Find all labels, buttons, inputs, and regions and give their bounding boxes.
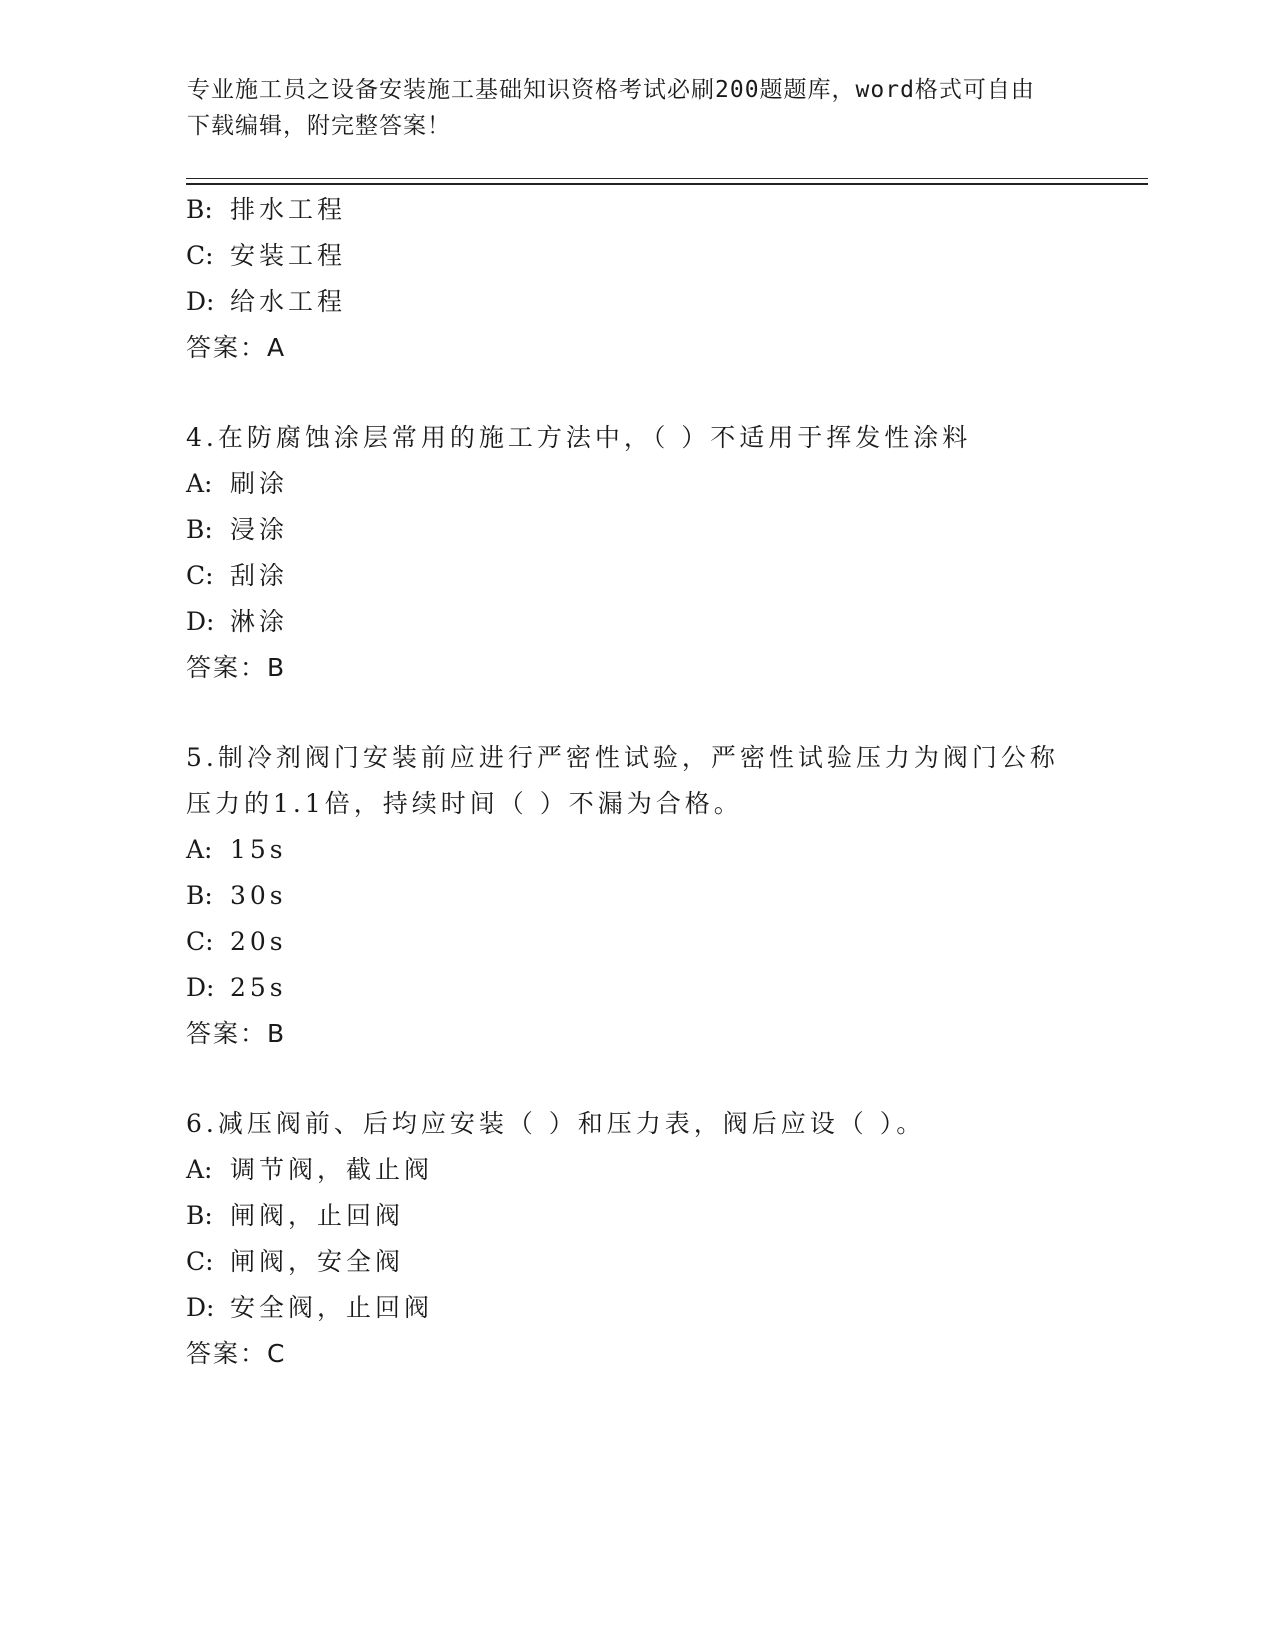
- option-a: [186, 1147, 1126, 1193]
- spacer: [186, 691, 1126, 735]
- option-text: 刮涂: [230, 561, 289, 590]
- option-text: 20s: [230, 927, 287, 956]
- question-stem-line-1: 5.制冷剂阀门安装前应进行严密性试验，严密性试验压力为阀门公称: [186, 743, 1059, 772]
- option-text: 排水工程: [230, 195, 347, 224]
- option-text: 安全阀，止回阀: [230, 1293, 434, 1322]
- answer-line: 答案：B: [186, 653, 287, 682]
- option-d: [186, 1285, 1126, 1331]
- option-key: D:: [186, 287, 215, 316]
- option-key: B:: [186, 881, 213, 910]
- header-line-1: 专业施工员之设备安装施工基础知识资格考试必刷200题题库，word格式可自由: [187, 77, 1035, 103]
- question-6: [186, 1101, 1126, 1377]
- option-b: [186, 1193, 1126, 1239]
- option-key: A:: [186, 469, 213, 498]
- answer-line: 答案：C: [186, 1339, 287, 1368]
- question-5: [186, 735, 1126, 1057]
- document-header: [187, 72, 1067, 144]
- option-text: 30s: [230, 881, 287, 910]
- option-text: 刷涂: [230, 469, 289, 498]
- option-c: [186, 919, 1126, 965]
- option-text: 25s: [230, 973, 287, 1002]
- question-3-continued: [186, 187, 1126, 371]
- option-text: 淋涂: [230, 607, 289, 636]
- option-d: [186, 279, 1126, 325]
- question-stem: 6.减压阀前、后均应安装（ ）和压力表，阀后应设（ ）。: [186, 1109, 926, 1138]
- question-stem-line-2: 压力的1.1倍，持续时间（ ）不漏为合格。: [186, 789, 743, 818]
- option-key: D:: [186, 1293, 215, 1322]
- option-b: [186, 873, 1126, 919]
- option-text: 调节阀，截止阀: [230, 1155, 434, 1184]
- option-b: [186, 507, 1126, 553]
- option-key: C:: [186, 561, 214, 590]
- option-key: C:: [186, 1247, 214, 1276]
- option-b: [186, 187, 1126, 233]
- option-key: A:: [186, 835, 213, 864]
- option-text: 闸阀，安全阀: [230, 1247, 405, 1276]
- option-a: [186, 827, 1126, 873]
- answer-line: 答案：A: [186, 333, 287, 362]
- option-key: D:: [186, 973, 215, 1002]
- option-text: 安装工程: [230, 241, 347, 270]
- option-key: C:: [186, 927, 214, 956]
- option-c: [186, 553, 1126, 599]
- question-4: [186, 415, 1126, 691]
- option-text: 给水工程: [230, 287, 347, 316]
- spacer: [186, 1057, 1126, 1101]
- question-content: [186, 187, 1126, 1377]
- question-stem: 4.在防腐蚀涂层常用的施工方法中，（ ）不适用于挥发性涂料: [186, 423, 972, 452]
- option-key: C:: [186, 241, 214, 270]
- header-line-2: 下载编辑，附完整答案！: [187, 113, 451, 139]
- option-text: 闸阀，止回阀: [230, 1201, 405, 1230]
- option-a: [186, 461, 1126, 507]
- option-key: B:: [186, 515, 213, 544]
- option-d: [186, 965, 1126, 1011]
- option-c: [186, 233, 1126, 279]
- answer-line: 答案：B: [186, 1019, 287, 1048]
- option-text: 15s: [230, 835, 287, 864]
- option-key: B:: [186, 1201, 213, 1230]
- header-divider-thin: [186, 178, 1148, 179]
- option-text: 浸涂: [230, 515, 289, 544]
- option-key: B:: [186, 195, 213, 224]
- header-divider-thick: [186, 183, 1148, 185]
- option-c: [186, 1239, 1126, 1285]
- option-key: A:: [186, 1155, 213, 1184]
- option-d: [186, 599, 1126, 645]
- spacer: [186, 371, 1126, 415]
- option-key: D:: [186, 607, 215, 636]
